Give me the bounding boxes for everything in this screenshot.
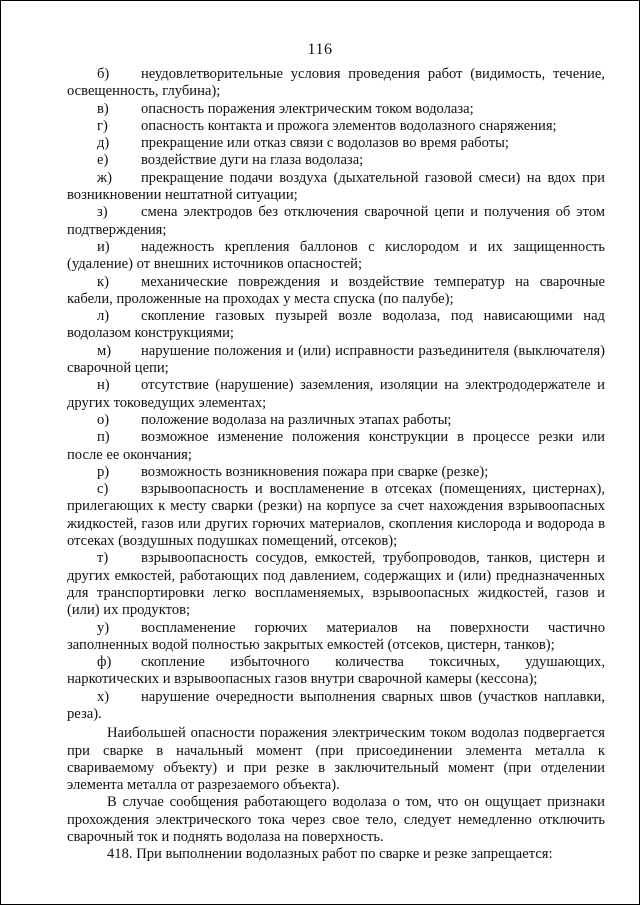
- list-item-text: воспламенение горючих материалов на поверхности частично заполненных водой полностью закрытых емкостей (отсеков, цистерн, танков);: [67, 619, 605, 653]
- list-item-marker: ф): [97, 654, 112, 671]
- list-item: [67, 620, 605, 655]
- document-body: [67, 66, 605, 864]
- list-item-text: нарушение положения и (или) исправности разъединителя (выключателя) сварочной цепи;: [67, 342, 605, 377]
- body-paragraph: В случае сообщения работающего водолаза о том, что он ощущает признаки прохождения электрического тока через свое тело, следует немедленно отключить сварочный ток и поднять водолаза на поверхность.: [67, 794, 605, 846]
- list-item-text: опасность поражения электрическим током водолаза;: [141, 100, 474, 117]
- list-item-marker: п): [97, 429, 110, 446]
- list-item-marker: г): [97, 117, 108, 134]
- list-item-text: прекращение подачи воздуха (дыхательной газовой смеси) на вдох при возникновении нештатной ситуации;: [67, 169, 605, 204]
- list-item-marker: и): [97, 238, 110, 255]
- list-item-text: возможное изменение положения конструкции в процессе резки или после ее окончания;: [67, 429, 605, 463]
- list-item-marker: р): [97, 463, 110, 480]
- list-item: [67, 654, 605, 689]
- list-item: [67, 152, 605, 169]
- list-item-text: отсутствие (нарушение) заземления, изоляции на электрододержателе и других токоведущих элементах;: [67, 377, 605, 411]
- list-item: [67, 118, 605, 135]
- list-item: [67, 239, 605, 274]
- page-number: 116: [307, 41, 333, 58]
- list-item-text: смена электродов без отключения сварочной цепи и получения об этом подтверждения;: [67, 204, 605, 238]
- list-item-marker: у): [97, 619, 110, 636]
- list-item: [67, 550, 605, 619]
- list-item-marker: л): [97, 308, 110, 325]
- list-item: [67, 274, 605, 309]
- list-item: [67, 204, 605, 239]
- list-item-marker: в): [97, 100, 109, 117]
- list-item: [67, 135, 605, 152]
- list-item-marker: б): [97, 66, 110, 82]
- list-item-text: скопление избыточного количества токсичных, удушающих, наркотических и взрывоопасных газов внутри сварочной камеры (кессона);: [67, 654, 605, 688]
- list-item-text: прекращение или отказ связи с водолазов во время работы;: [141, 135, 509, 152]
- list-item-marker: т): [97, 550, 109, 567]
- list-item-marker: ж): [97, 169, 112, 186]
- hazard-list: [67, 66, 605, 723]
- list-item-marker: д): [97, 135, 110, 152]
- list-item: [67, 101, 605, 118]
- list-item-marker: о): [97, 411, 110, 428]
- list-item-text: воздействие дуги на глаза водолаза;: [141, 152, 364, 169]
- list-item-text: взрывоопасность и воспламенение в отсеках (помещениях, цистернах), прилегающих к месту сварки (резки) на корпусе за счет нахождения взрывоопасных жидкостей, газов или других горючих материалов, скопления кислорода и водорода в отсеках (воздушных подушках помещений, отсеков);: [67, 481, 605, 550]
- list-item: [67, 343, 605, 378]
- list-item-text: взрывоопасность сосудов, емкостей, трубопроводов, танков, цистерн и других емкостей, работающих под давлением, содержащих и (или) предназначенных для транспортировки легко воспламеняемых, взрывоопасных жидкостей, газов и (или) их продуктов;: [67, 550, 605, 619]
- list-item: [67, 464, 605, 481]
- list-item-marker: с): [97, 481, 109, 498]
- list-item-text: механические повреждения и воздействие температур на сварочные кабели, проложенные на проходах у места спуска (по палубе);: [67, 273, 605, 307]
- list-item: [67, 308, 605, 343]
- list-item: [67, 66, 605, 101]
- list-item-text: возможность возникновения пожара при сварке (резке);: [141, 463, 489, 480]
- list-item-marker: к): [97, 273, 109, 290]
- list-item: [67, 481, 605, 550]
- section-418-heading: 418. При выполнении водолазных работ по сварке и резке запрещается:: [107, 846, 553, 863]
- list-item-text: положение водолаза на различных этапах работы;: [141, 411, 452, 428]
- list-item: [67, 170, 605, 205]
- list-item: [67, 377, 605, 412]
- list-item-marker: н): [97, 377, 110, 394]
- list-item-marker: з): [97, 204, 108, 221]
- list-item-text: надежность крепления баллонов с кислородом и их защищенность (удаление) от внешних источников опасностей;: [67, 238, 605, 273]
- list-item-marker: е): [97, 152, 109, 169]
- document-paragraphs: [67, 725, 605, 863]
- list-item-text: скопление газовых пузырей возле водолаза, под нависающими над водолазом конструкциями;: [67, 308, 605, 342]
- list-item: [67, 412, 605, 429]
- list-item-text: неудовлетворительные условия проведения работ (видимость, течение, освещенность, глубина);: [67, 66, 605, 100]
- list-item-marker: м): [97, 342, 112, 359]
- body-paragraph: Наибольшей опасности поражения электрическим током водолаз подвергается при сварке в начальный момент (при присоединении элемента металла к свариваемому объекту) и при резке в заключительный момент (при отделении элемента металла от разрезаемого объекта).: [67, 725, 605, 794]
- list-item: [67, 689, 605, 724]
- list-item-text: опасность контакта и прожога элементов водолазного снаряжения;: [141, 117, 557, 134]
- list-item-text: нарушение очередности выполнения сварных швов (участков наплавки, реза).: [67, 688, 605, 722]
- list-item: [67, 429, 605, 464]
- list-item-marker: х): [97, 688, 110, 705]
